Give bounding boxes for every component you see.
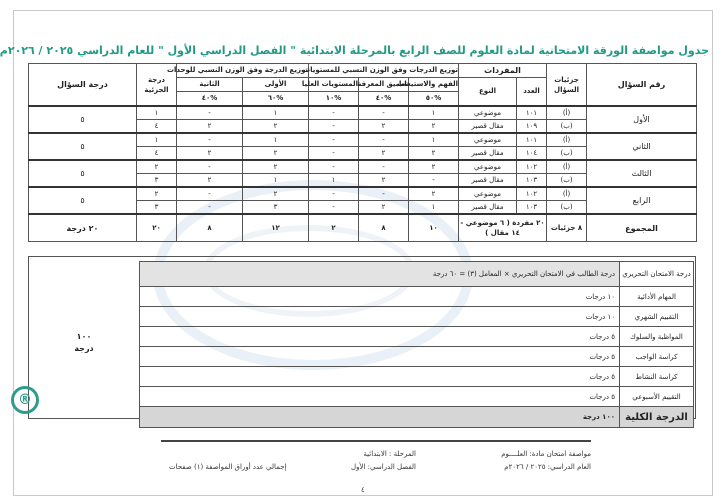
written-exam-table bbox=[139, 261, 694, 428]
understand-value: ٢ bbox=[409, 160, 459, 174]
vocab-number: ١٠٣ bbox=[517, 174, 547, 188]
table-row bbox=[29, 133, 697, 147]
table-row bbox=[29, 187, 697, 201]
first-value: ٢ bbox=[243, 187, 309, 201]
apply-value: ٢ bbox=[359, 147, 409, 161]
vocab-number: ١٠٤ bbox=[517, 147, 547, 161]
vocab-type: مقال قصير bbox=[459, 147, 517, 161]
part-grade-value: ٢ bbox=[137, 187, 177, 201]
apply-value: ٢ bbox=[359, 201, 409, 215]
component-value: ٥ درجات bbox=[140, 327, 620, 347]
footer-stage: المرحلة : الابتدائية bbox=[363, 450, 416, 458]
header-lessons: توزيع الدرجة وفق الوزن النسبي للوحدات bbox=[177, 64, 309, 78]
vocab-number: ١٠١ bbox=[517, 133, 547, 147]
higher-value: - bbox=[309, 201, 359, 215]
total-higher: ٢ bbox=[309, 214, 359, 242]
question-name: الرابع bbox=[587, 187, 697, 214]
total-question-grade: ٢٠ درجة bbox=[29, 214, 137, 242]
page-title: جدول مواصفة الورقة الامتحانية لمادة العلوم للصف الرابع بالمرحلة الابتدائية " الفصل الدراسي الأول " للعام الدراسي ٢٠٢٥ / ٢٠٢٦م bbox=[0, 44, 709, 57]
footer-right bbox=[501, 448, 591, 474]
header-apply: تطبيق المعرفة bbox=[359, 78, 409, 92]
footer-subject: مواصفة امتحان مادة: العلــــوم bbox=[501, 450, 591, 458]
percent-first: %٦٠ bbox=[243, 92, 309, 107]
total-first: ١٢ bbox=[243, 214, 309, 242]
vocab-number: ١٠٢ bbox=[517, 160, 547, 174]
table-row bbox=[29, 106, 697, 120]
understand-value: ٢ bbox=[409, 120, 459, 134]
part-label: (أ) bbox=[547, 187, 587, 201]
written-exam-label: درجة الامتحان التحريري bbox=[620, 262, 694, 287]
part-grade-value: ٢ bbox=[137, 160, 177, 174]
first-value: ٢ bbox=[243, 160, 309, 174]
part-grade-value: ٤ bbox=[137, 147, 177, 161]
vocab-number: ١٠٣ bbox=[517, 201, 547, 215]
vocab-type: موضوعي bbox=[459, 187, 517, 201]
footer-term: الفصل الدراسي: الأول bbox=[351, 463, 416, 471]
second-value: ٢ bbox=[177, 147, 243, 161]
apply-value: - bbox=[359, 133, 409, 147]
table-row bbox=[29, 160, 697, 174]
understand-value: ٢ bbox=[409, 147, 459, 161]
component-label: المهام الأدائية bbox=[620, 287, 694, 307]
part-grade-value: ٣ bbox=[137, 174, 177, 188]
grand-total-side bbox=[41, 331, 127, 355]
second-value: - bbox=[177, 160, 243, 174]
spec-table bbox=[28, 63, 697, 242]
second-value: - bbox=[177, 133, 243, 147]
header-question-no: رقم السؤال bbox=[587, 64, 697, 107]
list-item bbox=[140, 347, 694, 367]
vocab-number: ١٠٢ bbox=[517, 187, 547, 201]
part-label: (ب) bbox=[547, 201, 587, 215]
part-label: (أ) bbox=[547, 106, 587, 120]
grand-total-row bbox=[140, 407, 694, 428]
apply-value: ٢ bbox=[359, 174, 409, 188]
component-label: كراسة النشاط bbox=[620, 367, 694, 387]
header-type: النوع bbox=[459, 78, 517, 107]
understand-value: ١ bbox=[409, 133, 459, 147]
header-higher: المستويات العليا bbox=[309, 78, 359, 92]
total-parts: ٨ جزئيات bbox=[547, 214, 587, 242]
component-value: ١٠ درجات bbox=[140, 307, 620, 327]
first-value: ١ bbox=[243, 174, 309, 188]
grand-total-number: ١٠٠ bbox=[76, 332, 92, 341]
question-grade-value: ٥ bbox=[29, 187, 137, 214]
higher-value: ١ bbox=[309, 174, 359, 188]
part-label: (ب) bbox=[547, 147, 587, 161]
part-grade-value: ١ bbox=[137, 106, 177, 120]
first-value: ١ bbox=[243, 106, 309, 120]
component-value: ٥ درجات bbox=[140, 387, 620, 407]
part-label: (أ) bbox=[547, 133, 587, 147]
vocab-type: مقال قصير bbox=[459, 201, 517, 215]
first-value: ٣ bbox=[243, 201, 309, 215]
header-vocab: المفردات bbox=[459, 64, 547, 78]
component-label: التقييم الأسبوعي bbox=[620, 387, 694, 407]
written-exam-formula: درجة الطالب في الامتحان التحريري × المعامل (٣) = ٦٠ درجة bbox=[140, 262, 620, 287]
component-label: المواظبة والسلوك bbox=[620, 327, 694, 347]
vocab-number: ١٠١ bbox=[517, 106, 547, 120]
apply-value: - bbox=[359, 160, 409, 174]
higher-value: - bbox=[309, 187, 359, 201]
higher-value: - bbox=[309, 147, 359, 161]
header-second: الثانية bbox=[177, 78, 243, 92]
first-value: ٢ bbox=[243, 120, 309, 134]
header-part-grade: درجة الجزئية bbox=[137, 64, 177, 107]
total-label: المجموع bbox=[587, 214, 697, 242]
understand-value: ١ bbox=[409, 201, 459, 215]
part-grade-value: ٣ bbox=[137, 201, 177, 215]
higher-value: - bbox=[309, 106, 359, 120]
header-question-grade: درجة السؤال bbox=[29, 64, 137, 107]
page-number: ٤ bbox=[361, 486, 365, 494]
first-value: ١ bbox=[243, 133, 309, 147]
apply-value: ٢ bbox=[359, 120, 409, 134]
component-value: ٥ درجات bbox=[140, 367, 620, 387]
part-label: (ب) bbox=[547, 174, 587, 188]
list-item bbox=[140, 387, 694, 407]
percent-second: %٤٠ bbox=[177, 92, 243, 107]
footer-year: العام الدراسي: ٢٠٢٥ / ٢٠٢٦م bbox=[504, 463, 591, 471]
grand-total-label: الدرجة الكلية bbox=[620, 407, 694, 428]
percent-higher: %١٠ bbox=[309, 92, 359, 107]
vocab-number: ١٠٩ bbox=[517, 120, 547, 134]
understand-value: ١ bbox=[409, 106, 459, 120]
footer bbox=[161, 440, 591, 482]
second-value: - bbox=[177, 187, 243, 201]
question-name: الأول bbox=[587, 106, 697, 133]
vocab-type: موضوعي bbox=[459, 133, 517, 147]
total-part-grade: ٢٠ bbox=[137, 214, 177, 242]
grand-total-unit: درجة bbox=[74, 344, 94, 353]
total-second: ٨ bbox=[177, 214, 243, 242]
percent-apply: %٤٠ bbox=[359, 92, 409, 107]
question-name: الثالث bbox=[587, 160, 697, 187]
header-number: العدد bbox=[517, 78, 547, 107]
header-first: الأولى bbox=[243, 78, 309, 92]
understand-value: - bbox=[409, 174, 459, 188]
second-value: - bbox=[177, 106, 243, 120]
second-value: - bbox=[177, 201, 243, 215]
footer-left bbox=[169, 461, 286, 474]
percent-understand: %٥٠ bbox=[409, 92, 459, 107]
grades-section bbox=[28, 256, 696, 423]
list-item bbox=[140, 327, 694, 347]
question-grade-value: ٥ bbox=[29, 133, 137, 160]
first-value: ٢ bbox=[243, 147, 309, 161]
vocab-type: مقال قصير bbox=[459, 120, 517, 134]
registered-mark-icon: ® bbox=[11, 386, 39, 414]
apply-value: - bbox=[359, 106, 409, 120]
component-label: كراسة الواجب bbox=[620, 347, 694, 367]
total-apply: ٨ bbox=[359, 214, 409, 242]
higher-value: - bbox=[309, 120, 359, 134]
part-label: (ب) bbox=[547, 120, 587, 134]
vocab-type: مقال قصير bbox=[459, 174, 517, 188]
second-value: ٢ bbox=[177, 174, 243, 188]
second-value: ٢ bbox=[177, 120, 243, 134]
part-grade-value: ١ bbox=[137, 133, 177, 147]
list-item bbox=[140, 367, 694, 387]
total-vocab: ٢٠ مفردة ( ٦ موضوعي - ١٤ مقال ) bbox=[459, 214, 547, 242]
footer-pages: إجمالي عدد أوراق المواصفة (١) صفحات bbox=[169, 463, 287, 471]
header-levels: توزيع الدرجات وفق الوزن النسبي للمستويات bbox=[309, 64, 459, 78]
question-grade-value: ٥ bbox=[29, 160, 137, 187]
vocab-type: موضوعي bbox=[459, 106, 517, 120]
list-item bbox=[140, 287, 694, 307]
header-parts: جزئيات السؤال bbox=[547, 64, 587, 107]
footer-middle bbox=[351, 448, 416, 474]
component-label: التقييم الشهري bbox=[620, 307, 694, 327]
question-grade-value: ٥ bbox=[29, 106, 137, 133]
apply-value: - bbox=[359, 187, 409, 201]
grand-total-value: ١٠٠ درجة bbox=[140, 407, 620, 428]
component-value: ١٠ درجات bbox=[140, 287, 620, 307]
component-value: ٥ درجات bbox=[140, 347, 620, 367]
total-understand: ١٠ bbox=[409, 214, 459, 242]
question-name: الثاني bbox=[587, 133, 697, 160]
part-label: (أ) bbox=[547, 160, 587, 174]
header-understand: الفهم والاستيعاب bbox=[409, 78, 459, 92]
vocab-type: موضوعي bbox=[459, 160, 517, 174]
higher-value: - bbox=[309, 133, 359, 147]
understand-value: ٢ bbox=[409, 187, 459, 201]
higher-value: - bbox=[309, 160, 359, 174]
list-item bbox=[140, 307, 694, 327]
part-grade-value: ٤ bbox=[137, 120, 177, 134]
